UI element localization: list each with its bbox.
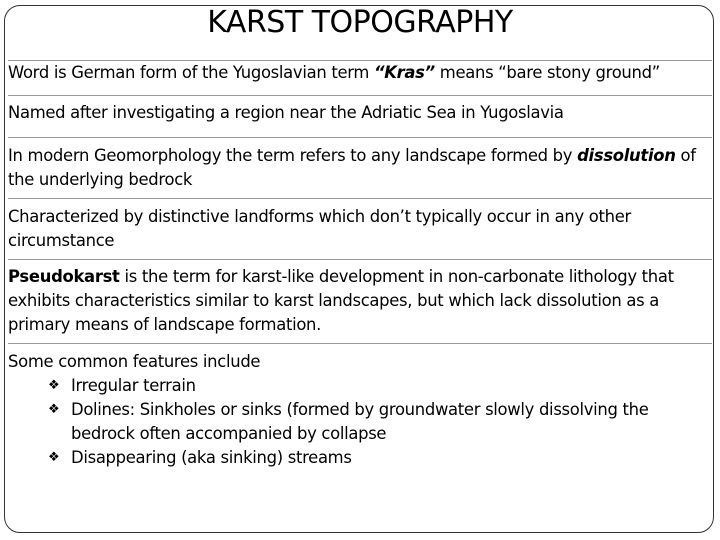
- features-list: [8, 374, 712, 470]
- point-definition-end: of the underlying bedrock: [8, 146, 696, 189]
- feature-item-text: Irregular terrain: [71, 376, 196, 395]
- slide-title: KARST TOPOGRAPHY: [207, 5, 513, 40]
- point-definition-text: In modern Geomorphology the term refers to any landscape formed by: [8, 146, 578, 165]
- point-features: [8, 343, 712, 470]
- point-pseudokarst-text: is the term for karst-like development in non-carbonate lithology that exhibits characteristics similar to karst landscapes, but which lack dissolution as a primary means of landscape formation.: [8, 267, 674, 334]
- point-etymology: [8, 60, 712, 89]
- point-etymology-text: Word is German form of the Yugoslavian term: [8, 63, 374, 82]
- point-naming: [8, 95, 712, 131]
- point-naming-text: Named after investigating a region near the Adriatic Sea in Yugoslavia: [8, 103, 564, 122]
- point-characteristics-text: Characterized by distinctive landforms which don’t typically occur in any other circumstance: [8, 207, 631, 250]
- term-kras: “Kras”: [373, 63, 435, 82]
- features-intro: Some common features include: [8, 352, 261, 371]
- term-dissolution: dissolution: [577, 146, 676, 165]
- feature-item: [48, 398, 712, 446]
- diamond-bullet-icon: ❖: [48, 450, 60, 465]
- term-pseudokarst: Pseudokarst: [8, 267, 120, 286]
- point-pseudokarst: [8, 259, 712, 337]
- point-etymology-meaning: means “bare stony ground”: [434, 63, 660, 82]
- feature-item-text: Dolines: Sinkholes or sinks (formed by groundwater slowly dissolving the bedrock often accompanied by collapse: [71, 400, 649, 443]
- feature-item: [48, 446, 712, 470]
- feature-item: [48, 374, 712, 398]
- point-characteristics: [8, 198, 712, 253]
- slide-content: [8, 60, 712, 470]
- diamond-bullet-icon: ❖: [48, 378, 60, 393]
- point-definition: [8, 137, 712, 192]
- feature-item-text: Disappearing (aka sinking) streams: [71, 448, 352, 467]
- diamond-bullet-icon: ❖: [48, 402, 60, 417]
